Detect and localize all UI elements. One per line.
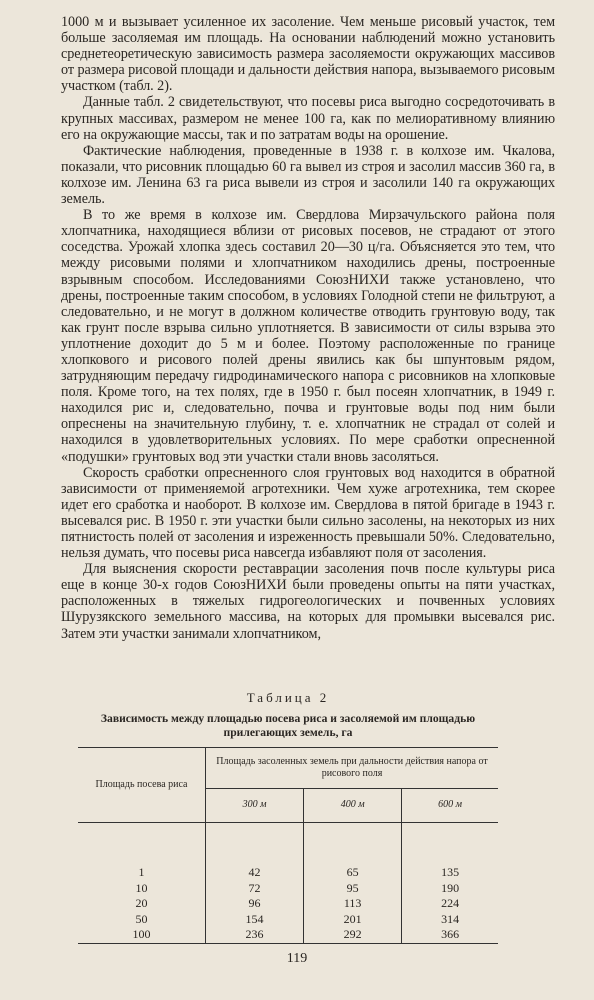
cell-400: 95 (304, 881, 402, 897)
paragraph: 1000 м и вызывает усиленное их засоление. Чем меньше рисовый участок, тем больше засоляемая им площадь. На основании наблюдений можно установить среднетеоретическую зависимость размера засоляемости окружающих массивов от размера рисовой площади и дальности действия напора, вызываемого рисовым участком (табл. 2). (61, 14, 555, 95)
cell-600: 224 (441, 896, 460, 910)
table-row (78, 823, 498, 881)
cell-400: 201 (304, 912, 402, 928)
paragraph: Для выяснения скорости реставрации засоления почв после культуры риса еще в конце 30-х годов СоюзНИХИ были проведены опыты на пяти участках, расположенных в тяжелых гидрогеологических и почвенных условиях Шурузякского земельного массива, на которых для промывки высевался рис. Затем эти участки занимали хлопчатником, (61, 561, 555, 642)
paragraph: Фактические наблюдения, проведенные в 1938 г. в колхозе им. Чкалова, показали, что рисовник площадью 60 га вывел из строя и засолил массив 360 га, в колхозе им. Ленина 63 га риса вывели из строя и засолили 140 га окружающих земель. (61, 142, 555, 208)
cell-area: 20 (78, 896, 206, 912)
cell-area: 50 (78, 912, 206, 928)
cell-400: 65 (304, 823, 402, 881)
header-group: Площадь засоленных земель при дальности действия напора от рисового поля (206, 748, 499, 789)
cell-300: 236 (206, 927, 304, 943)
table-row (78, 912, 498, 928)
cell-300: 42 (248, 865, 261, 879)
cell-area: 10 (78, 881, 206, 897)
table-caption: Таблица 2 (246, 690, 330, 705)
table-row (78, 881, 498, 897)
paragraph: В то же время в колхозе им. Свердлова Мирзачульского района поля хлопчатника, находящиеся вблизи от рисовых посевов, не страдают от этого соседства. Урожай хлопка здесь составил 20—30 ц/га. Объясняется это тем, что между рисовыми полями и хлопчатником находились дрены, построенные взрывным способом. Исследованиями СоюзНИХИ также установлено, что дрены, построенные таким способом, в условиях Голодной степи не фильтруют, а следовательно, и не могут в должном количестве отводить грунтовую воду, так как грунт после взрыва сильно уплотняется. В зависимости от силы взрыва это уплотнение доходит до 5 м и более. Поэтому расположенные по границе хлопкового и рисового полей дрены явились как бы шпунтовым рядом, затрудняющим передачу гидродинамического напора с рисовников на хлопковые поля. Кроме того, на тех полях, где в 1950 г. был посеян хлопчатник, в 1949 г. находился рис и, следовательно, почва и грунтовые воды под ним были опреснены на значительную глубину, т. е. хлопчатник не страдал от солей и находился в удовлетворительных условиях. По мере сработки опресненной «подушки» грунтовых вод эти участки стали вновь засоляться. (61, 207, 555, 465)
cell-area: 100 (78, 927, 206, 943)
cell-600: 314 (441, 911, 460, 926)
cell-area: 1 (78, 823, 206, 881)
header-area: Площадь посева риса (78, 748, 206, 823)
table-title: Зависимость между площадью посева риса и засоляемой им площадью прилегающих земель, га (100, 712, 476, 739)
cell-400: 292 (304, 927, 402, 943)
table-2 (78, 690, 498, 944)
cell-300: 72 (248, 880, 261, 895)
header-distance-600: 600 м (402, 788, 498, 822)
table-row (78, 896, 498, 912)
page-number: 119 (286, 951, 308, 966)
table-header-row (78, 748, 498, 789)
table-row (78, 927, 498, 943)
body-text (61, 14, 555, 642)
cell-600: 135 (441, 865, 460, 879)
cell-600: 366 (402, 927, 498, 943)
data-table (78, 747, 498, 944)
cell-600: 190 (441, 880, 460, 895)
paragraph: Данные табл. 2 свидетельствуют, что посевы риса выгодно сосредоточивать в крупных массивах, размером не менее 100 га, как по мелиоративному влиянию его на окружающие массы, так и по затратам воды на орошение. (61, 94, 555, 143)
cell-300: 154 (245, 911, 264, 926)
header-distance-300: 300 м (206, 788, 304, 822)
paragraph: Скорость сработки опресненного слоя грунтовых вод находится в обратной зависимости от применяемой агротехники. Чем хуже агротехника, тем скорее идет его сработка и наоборот. В колхозе им. Свердлова в пятой бригаде в 1943 г. высевался рис. В 1950 г. эти участки были сильно засолены, на некоторых из них пятнистость полей от засоления и изреженность превышали 50%. Следовательно, нельзя думать, что посевы риса навсегда избавляют поля от засоления. (61, 464, 555, 562)
cell-400: 113 (304, 896, 402, 912)
header-distance-400: 400 м (304, 788, 402, 822)
cell-300: 96 (248, 896, 261, 910)
